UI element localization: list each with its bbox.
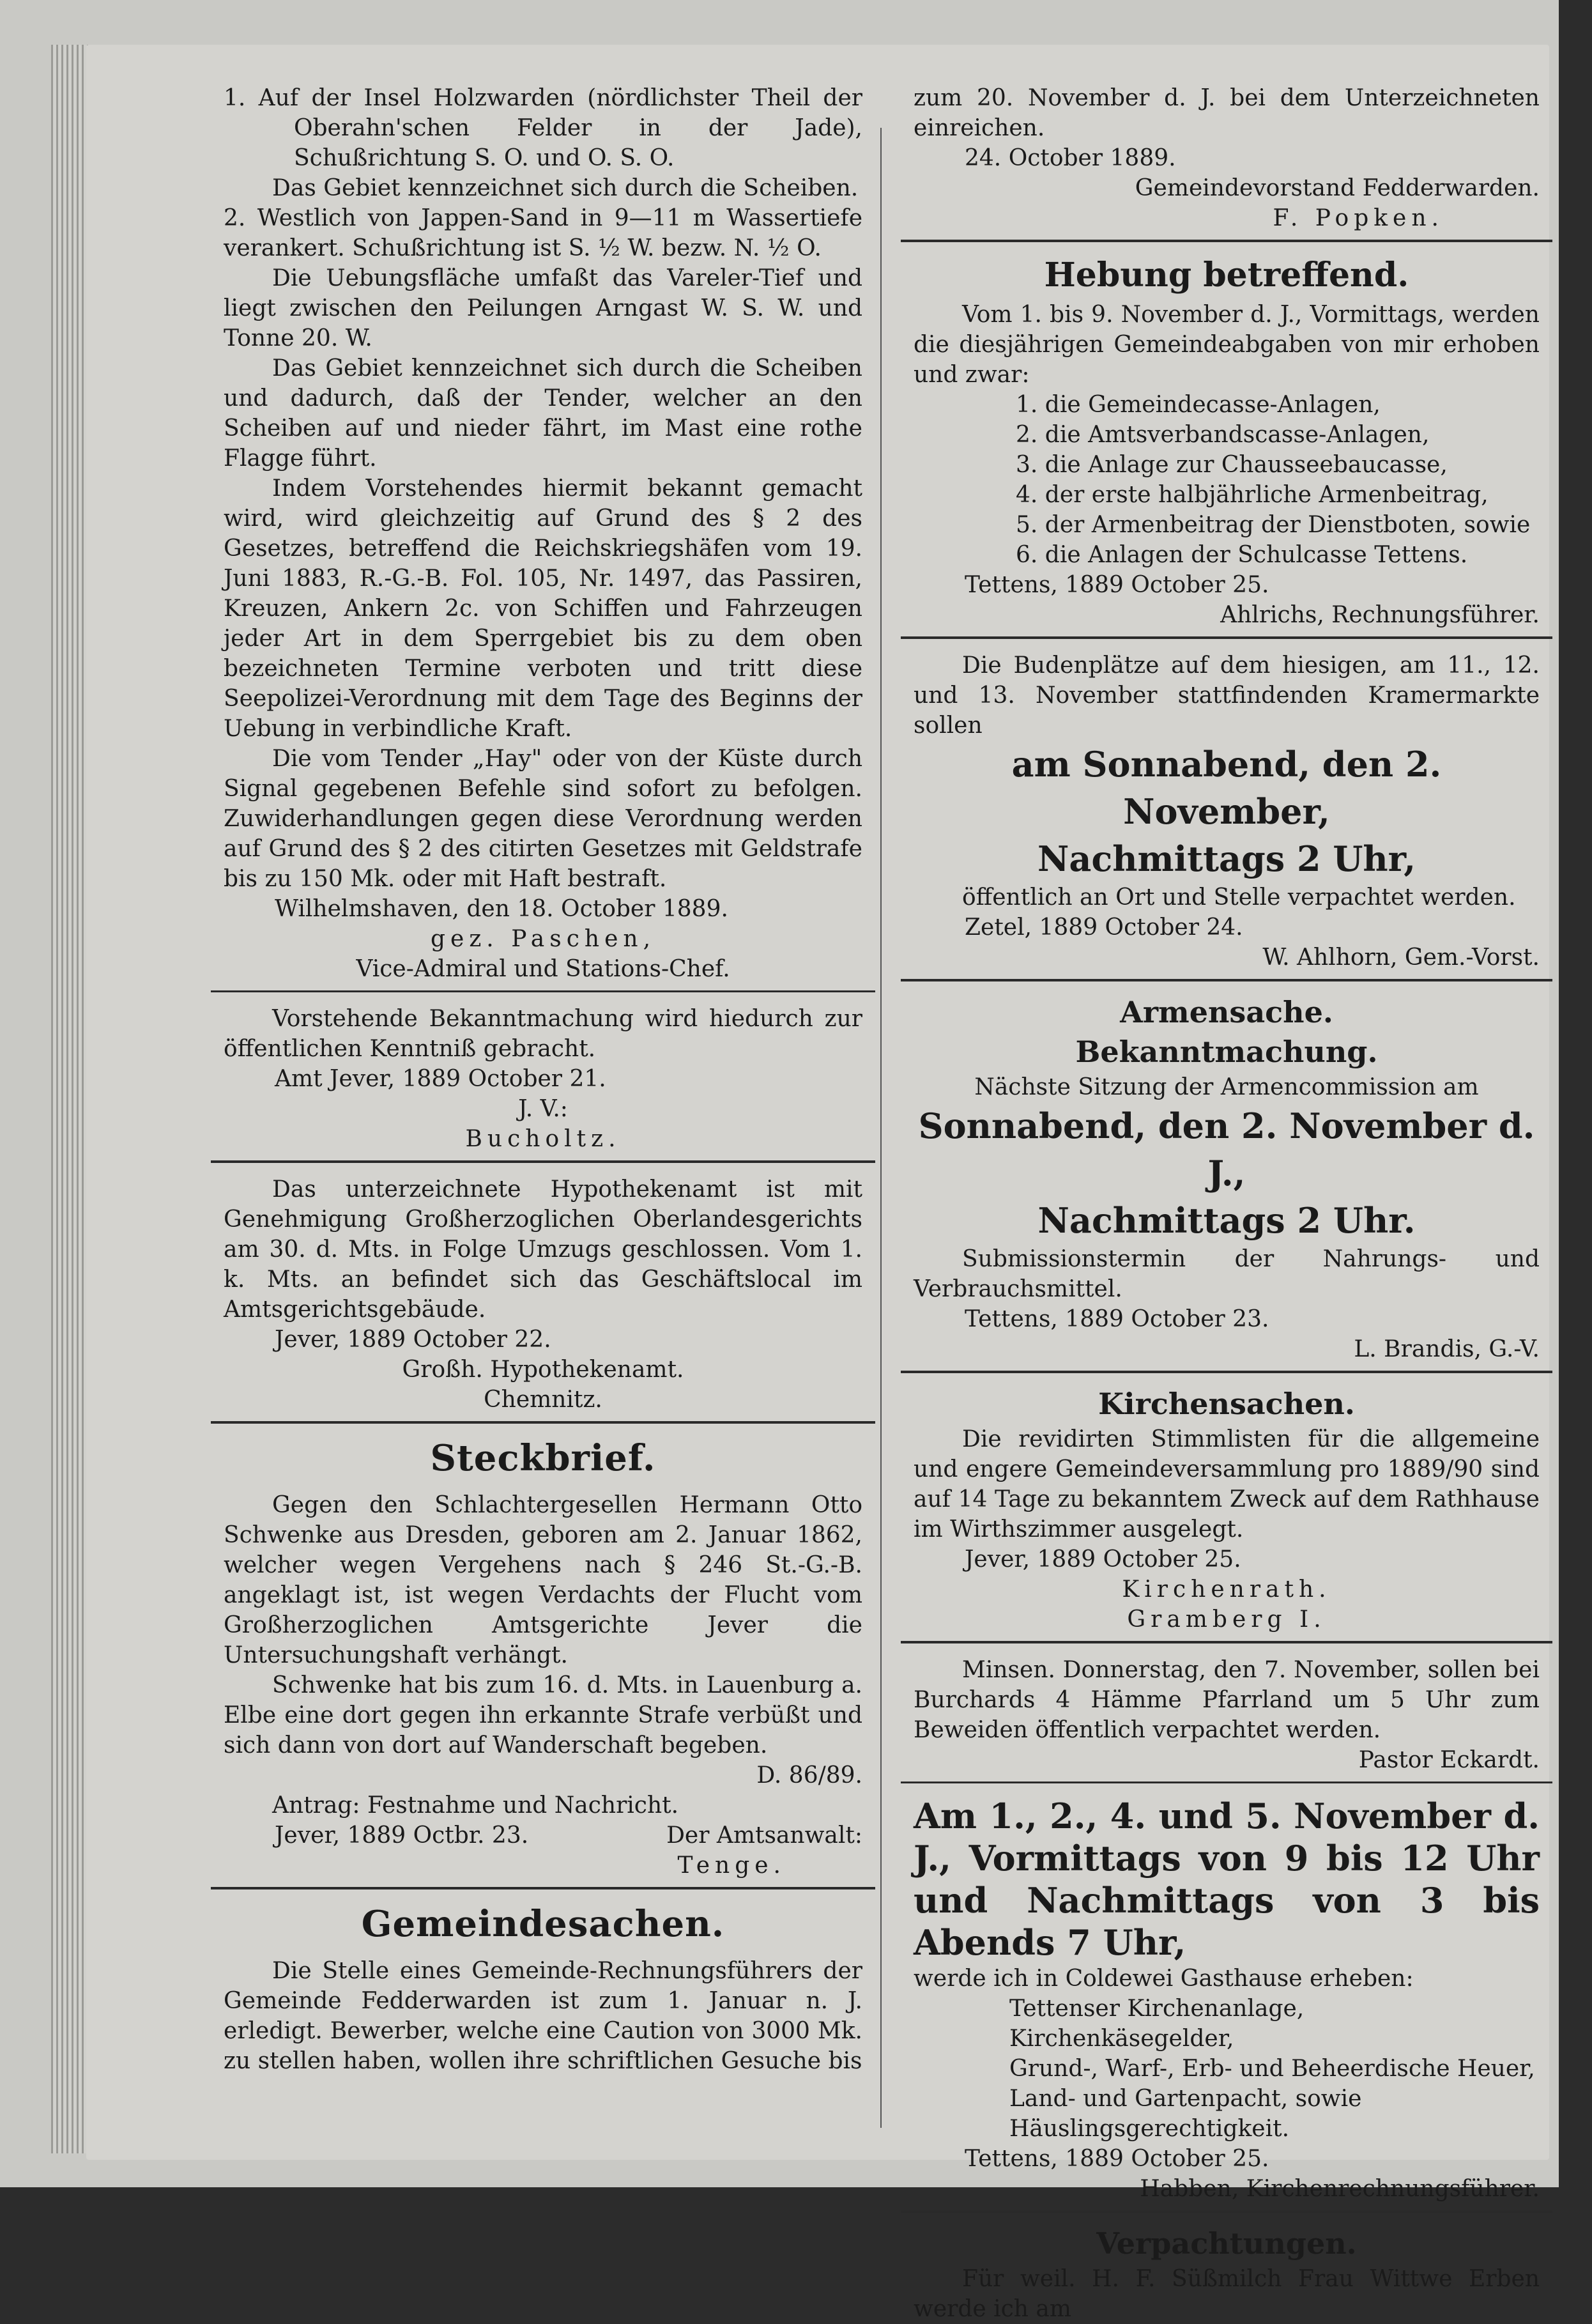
paragraph: Submissionstermin der Nahrungs- und Verbrauchsmittel. [914, 1246, 1540, 1302]
paragraph: Die vom Tender „Hay" oder von der Küste durch Signal gegebenen Befehle sind sofort zu befolgen. Zuwiderhandlungen gegen diese Verordnung werden auf Grund des § 2 des citirten Gesetzes mit Geldstrafe bis zu 150 Mk. oder mit Haft bestraft. [224, 746, 862, 892]
book-page-edges [51, 45, 89, 2153]
place-date-row [224, 1820, 862, 1851]
paragraph: Das Gebiet kennzeichnet sich durch die Scheiben und dadurch, daß der Tender, welcher an den Scheiben auf und nieder fährt, im Mast eine rothe Flagge führt. [224, 355, 862, 472]
column-divider [880, 128, 882, 2128]
place-date: Amt Jever, 1889 October 21. [275, 1066, 606, 1092]
left-column [224, 83, 862, 2076]
signature-title: Der Amtsanwalt: [666, 1822, 862, 1849]
section-heading: Steckbrief. [430, 1437, 656, 1479]
paragraph: Die revidirten Stimmlisten für die allgemeine und engere Gemeindeversammlung pro 1889/90 sind auf 14 Tage zu bekanntem Zweck auf dem Rathhause im Wirthszimmer ausgelegt. [914, 1426, 1540, 1543]
place-date: Tettens, 1889 October 23. [965, 1306, 1269, 1332]
highlight-time: Nachmittags 2 Uhr, [1037, 838, 1416, 879]
section-rule [211, 990, 875, 992]
section-heading: Armensache. [1120, 995, 1333, 1029]
highlight-schedule: Am 1., 2., 4. und 5. November d. J., Vormittags von 9 bis 12 Uhr und Nachmittags von 3 bis Abends 7 Uhr, [914, 1796, 1540, 1963]
notice-item-1: 1. Auf der Insel Holzwarden (nördlichster Theil der Oberahn'schen Felder in der Jade), Schußrichtung S. O. und O. S. O. [224, 85, 862, 171]
section-rule [901, 240, 1552, 242]
section-rule [211, 1887, 875, 1889]
paragraph: Gegen den Schlachtergesellen Hermann Otto Schwenke aus Dresden, geboren am 2. Januar 1862, welcher wegen Vergehens nach § 246 St.-G.-B. angeklagt ist, ist wegen Verdachts der Flucht vom Großherzoglichen Amtsgerichte Jever die Untersuchungshaft verhängt. [224, 1492, 862, 1668]
signature: gez. Paschen, [430, 926, 656, 952]
list-item: Häuslingsgerechtigkeit. [1009, 2116, 1290, 2142]
signature: Kirchenrath. [1122, 1576, 1331, 1603]
signature: Habben, Kirchenrechnungsführer. [1140, 2176, 1540, 2202]
paragraph: Vorstehende Bekanntmachung wird hiedurch zur öffentlichen Kenntniß gebracht. [224, 1006, 862, 1062]
section-subheading: Bekanntmachung. [1075, 1035, 1378, 1069]
section-rule [901, 636, 1552, 639]
section-rule [211, 1421, 875, 1424]
paragraph: Für weil. H. F. Süßmilch Frau Wittwe Erben werde ich am [914, 2266, 1540, 2322]
place-date: Wilhelmshaven, den 18. October 1889. [275, 896, 728, 922]
list-item: 3. die Anlage zur Chausseebaucasse, [1016, 452, 1448, 478]
paragraph: Die Budenplätze auf dem hiesigen, am 11., 12. und 13. November stattfindenden Kramermarkte sollen [914, 652, 1540, 739]
list-item: 6. die Anlagen der Schulcasse Tettens. [1016, 542, 1468, 568]
signature: Großh. Hypothekenamt. [402, 1357, 684, 1383]
section-heading: Gemeindesachen. [361, 1903, 725, 1945]
section-rule [901, 1781, 1552, 1783]
place-date: Jever, 1889 October 22. [275, 1327, 551, 1353]
place-date: Tettens, 1889 October 25. [965, 572, 1269, 598]
signature: Pastor Eckardt. [1358, 1747, 1540, 1773]
paragraph: zum 20. November d. J. bei dem Unterzeichneten einreichen. [914, 85, 1540, 141]
paragraph: Antrag: Festnahme und Nachricht. [272, 1792, 679, 1819]
notice-item-2: 2. Westlich von Jappen-Sand in 9—11 m Wassertiefe verankert. Schußrichtung ist S. ½ W. bezw. N. ½ O. [224, 205, 862, 261]
signature-title: Vice-Admiral und Stations-Chef. [356, 956, 730, 982]
place-date: 24. October 1889. [965, 145, 1176, 171]
signature: L. Brandis, G.-V. [1354, 1336, 1540, 1362]
notice-item-1-note: Das Gebiet kennzeichnet sich durch die Scheiben. [272, 175, 859, 201]
place-date: Tettens, 1889 October 25. [965, 2146, 1269, 2172]
section-heading: Hebung betreffend. [1044, 256, 1409, 295]
signature: J. V.: [518, 1096, 568, 1122]
reference-number: D. 86/89. [756, 1762, 862, 1789]
paragraph: Schwenke hat bis zum 16. d. Mts. in Lauenburg a. Elbe eine dort gegen ihn erkannte Strafe verbüßt und sich dann von dort auf Wanderschaft begeben. [224, 1672, 862, 1758]
section-rule [901, 2210, 1552, 2213]
signature: W. Ahlhorn, Gem.-Vorst. [1262, 944, 1540, 971]
paragraph: Nächste Sitzung der Armencommission am [974, 1074, 1479, 1100]
list-item: Kirchenkäsegelder, [1009, 2026, 1234, 2052]
section-heading: Kirchensachen. [1098, 1387, 1355, 1421]
paragraph: Das unterzeichnete Hypothekenamt ist mit Genehmigung Großherzoglichen Oberlandesgerichts am 30. d. Mts. in Folge Umzugs geschlossen. Vom 1. k. Mts. an befindet sich das Geschäftslocal im Amtsgerichtsgebäude. [224, 1176, 862, 1323]
paragraph: Die Uebungsfläche umfaßt das Vareler-Tief und liegt zwischen den Peilungen Arngast W. S. W. und Tonne 20. W. [224, 265, 862, 351]
list-item: 2. die Amtsverbandscasse-Anlagen, [1016, 422, 1430, 448]
payment-list [914, 1994, 1540, 2144]
section-rule [901, 979, 1552, 981]
highlight-date: Sonnabend, den 2. November d. J., [918, 1105, 1535, 1194]
levy-list [914, 390, 1540, 570]
paragraph: Vom 1. bis 9. November d. J., Vormittags, werden die diesjährigen Gemeindeabgaben von mir erhoben und zwar: [914, 302, 1540, 388]
section-heading: Verpachtungen. [1096, 2226, 1357, 2261]
signature: F. Popken. [1273, 205, 1444, 231]
signature: Tenge. [677, 1852, 786, 1879]
list-item: Tettenser Kirchenanlage, [1009, 1996, 1305, 2022]
paragraph: Minsen. Donnerstag, den 7. November, sollen bei Burchards 4 Hämme Pfarrland um 5 Uhr zum Beweiden öffentlich verpachtet werden. [914, 1657, 1540, 1743]
signature: Gemeindevorstand Fedderwarden. [1135, 175, 1540, 201]
place-date: Jever, 1889 October 25. [965, 1546, 1241, 1573]
paragraph: werde ich in Coldewei Gasthause erheben: [914, 1966, 1414, 1992]
place-date: Jever, 1889 Octbr. 23. [275, 1822, 529, 1849]
place-date: Zetel, 1889 October 24. [965, 914, 1243, 941]
list-item: Grund-, Warf-, Erb- und Beheerdische Heuer, [1009, 2056, 1535, 2082]
signature: Bucholtz. [465, 1126, 621, 1152]
list-item: 5. der Armenbeitrag der Dienstboten, sowie [1016, 512, 1531, 538]
signature: Gramberg I. [1127, 1606, 1326, 1633]
signature: Ahlrichs, Rechnungsführer. [1220, 602, 1540, 628]
highlight-time: Nachmittags 2 Uhr. [1037, 1200, 1416, 1241]
highlight-date: am Sonnabend, den 2. November, [1011, 744, 1442, 832]
paragraph: Indem Vorstehendes hiermit bekannt gemacht wird, wird gleichzeitig auf Grund des § 2 des Gesetzes, betreffend die Reichskriegshäfen vom 19. Juni 1883, R.-G.-B. Fol. 105, Nr. 1497, das Passiren, Kreuzen, Ankern 2c. von Schiffen und Fahrzeugen jeder Art in dem Sperrgebiet bis zu dem oben bezeichneten Termine verboten und tritt diese Seepolizei-Verordnung mit dem Tage des Beginns der Uebung in verbindliche Kraft. [224, 475, 862, 742]
list-item: 1. die Gemeindecasse-Anlagen, [1016, 392, 1381, 418]
section-rule [901, 1371, 1552, 1373]
paragraph: öffentlich an Ort und Stelle verpachtet werden. [962, 884, 1516, 911]
list-item: Land- und Gartenpacht, sowie [1009, 2086, 1362, 2112]
section-rule [211, 1160, 875, 1163]
section-rule [901, 1641, 1552, 1643]
signature: Chemnitz. [484, 1387, 602, 1413]
list-item: 4. der erste halbjährliche Armenbeitrag, [1016, 482, 1489, 508]
right-column [914, 83, 1540, 2324]
paragraph: Die Stelle eines Gemeinde-Rechnungsführers der Gemeinde Fedderwarden ist zum 1. Januar n. J. erledigt. Bewerber, welche eine Caution von 3000 Mk. zu stellen haben, wollen ihre schriftlichen Gesuche bis [224, 1958, 862, 2074]
